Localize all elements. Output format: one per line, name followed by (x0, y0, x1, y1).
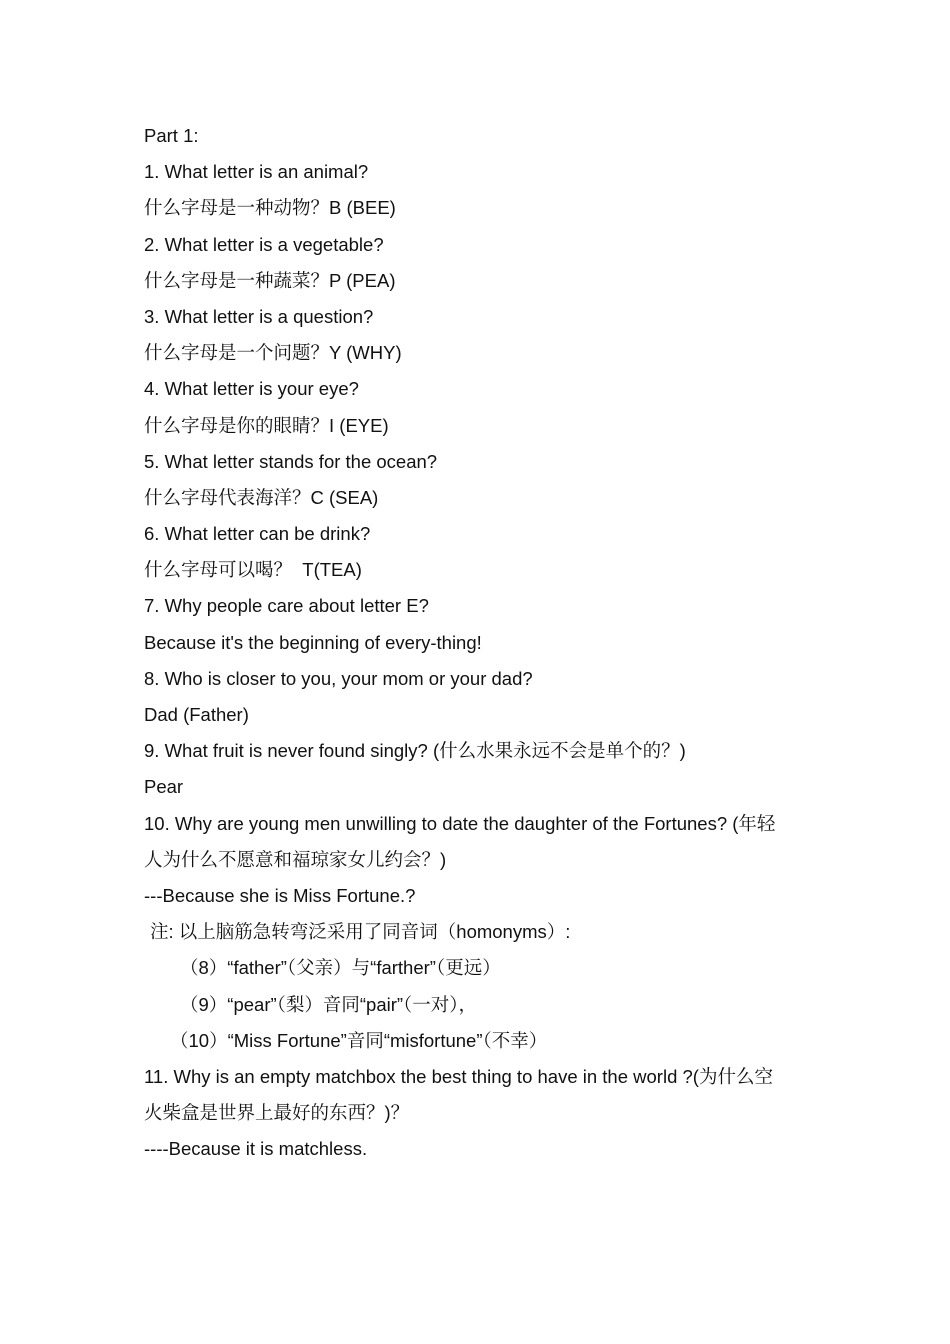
question-8: 8. Who is closer to you, your mom or your dad? (144, 667, 533, 689)
question-3: 3. What letter is a question? (144, 305, 374, 327)
document-body (144, 118, 814, 1167)
answer-8: Dad (Father) (144, 704, 249, 725)
question-1: 1. What letter is an animal? (144, 161, 369, 183)
answer-6: 什么字母可以喝？ T(TEA) (144, 559, 362, 581)
answer-3: 什么字母是一个问题？Y (WHY) (144, 342, 402, 364)
question-10-line-2: 人为什么不愿意和福琼家女儿约会？) (144, 848, 447, 870)
answer-10: ---Because she is Miss Fortune.? (144, 884, 416, 906)
question-10-line-1: 10. Why are young men unwilling to date the daughter of the Fortunes? (年轻 (144, 812, 776, 834)
answer-4: 什么字母是你的眼睛？I (EYE) (144, 414, 389, 436)
note-heading: 注: 以上脑筋急转弯泛采用了同音词（homonyms）: (150, 921, 571, 943)
answer-5: 什么字母代表海洋？C (SEA) (144, 486, 379, 508)
question-2: 2. What letter is a vegetable? (144, 233, 384, 255)
answer-9: Pear (144, 776, 184, 798)
answer-1: 什么字母是一种动物？B (BEE) (144, 197, 396, 219)
note-item-10: （10）“Miss Fortune”音同“misfortune”（不幸） (170, 1029, 548, 1051)
question-4: 4. What letter is your eye? (144, 378, 359, 400)
question-9: 9. What fruit is never found singly? (什么水果永远不会是单个的？) (144, 740, 686, 762)
answer-7: Because it's the beginning of every-thing! (144, 631, 482, 653)
section-heading: Part 1: (144, 125, 199, 146)
note-item-9: （9）“pear”（梨）音同“pair”（一对）， (180, 993, 478, 1015)
question-6: 6. What letter can be drink? (144, 523, 371, 545)
question-11-line-2: 火柴盒是世界上最好的东西？)？ (144, 1102, 410, 1124)
note-item-8: （8）“father”（父亲）与“farther”（更远） (180, 957, 501, 979)
question-11-line-1: 11. Why is an empty matchbox the best thing to have in the world ?(为什么空 (144, 1065, 773, 1087)
question-5: 5. What letter stands for the ocean? (144, 450, 438, 472)
answer-11: ----Because it is matchless. (144, 1138, 368, 1160)
question-7: 7. Why people care about letter E? (144, 595, 429, 617)
answer-2: 什么字母是一种蔬菜？P (PEA) (144, 269, 396, 291)
